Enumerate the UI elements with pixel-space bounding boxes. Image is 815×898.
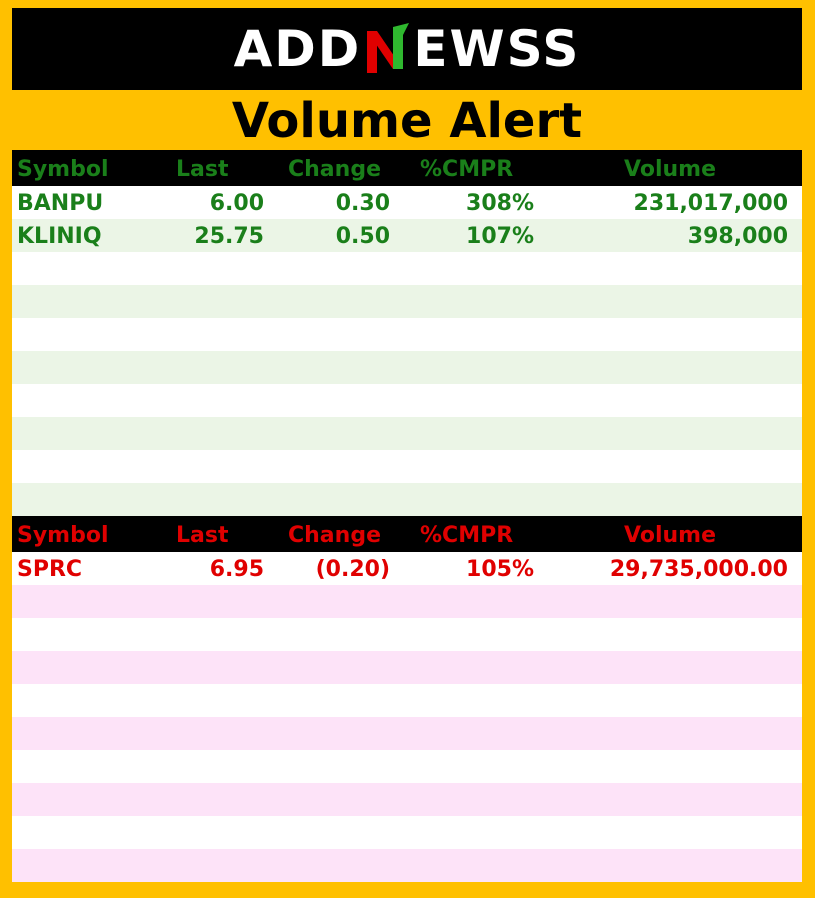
table-row bbox=[12, 483, 802, 516]
losers-header-row bbox=[12, 516, 802, 552]
table-row bbox=[12, 585, 802, 618]
losers-table bbox=[12, 516, 802, 882]
header-volume: Volume bbox=[624, 523, 716, 548]
page-title: Volume Alert bbox=[231, 93, 583, 149]
header-symbol: Symbol bbox=[17, 157, 109, 182]
table-row bbox=[12, 651, 802, 684]
table-row bbox=[12, 684, 802, 717]
cell-volume: 29,735,000.00 bbox=[609, 557, 788, 582]
header-last: Last bbox=[176, 523, 229, 548]
table-row bbox=[12, 618, 802, 651]
table-row bbox=[12, 219, 802, 252]
logo-text-left: ADD bbox=[233, 20, 362, 78]
cell-cmpr: 105% bbox=[466, 557, 534, 582]
cell-last: 25.75 bbox=[194, 224, 264, 249]
logo-n-mark-icon bbox=[363, 23, 411, 75]
table-row bbox=[12, 450, 802, 483]
header-symbol: Symbol bbox=[17, 523, 109, 548]
cell-change: 0.50 bbox=[335, 224, 390, 249]
table-row bbox=[12, 186, 802, 219]
table-row bbox=[12, 750, 802, 783]
table-row bbox=[12, 351, 802, 384]
cell-cmpr: 107% bbox=[466, 224, 534, 249]
cell-symbol: BANPU bbox=[17, 191, 104, 216]
header-last: Last bbox=[176, 157, 229, 182]
table-row bbox=[12, 816, 802, 849]
gainers-header-row bbox=[12, 150, 802, 186]
cell-symbol: SPRC bbox=[17, 557, 83, 582]
table-row bbox=[12, 717, 802, 750]
cell-change: 0.30 bbox=[335, 191, 390, 216]
volume-alert-card bbox=[12, 8, 802, 884]
addnewss-logo bbox=[234, 20, 581, 78]
cell-volume: 231,017,000 bbox=[633, 191, 788, 216]
table-row bbox=[12, 417, 802, 450]
table-row bbox=[12, 318, 802, 351]
table-row bbox=[12, 552, 802, 585]
cell-change: (0.20) bbox=[315, 557, 390, 582]
header-cmpr: %CMPR bbox=[420, 157, 514, 182]
header-change: Change bbox=[288, 523, 381, 548]
cell-volume: 398,000 bbox=[687, 224, 788, 249]
cell-last: 6.00 bbox=[209, 191, 264, 216]
table-row bbox=[12, 252, 802, 285]
cell-cmpr: 308% bbox=[466, 191, 534, 216]
logo-text-right: EWSS bbox=[413, 20, 581, 78]
table-row bbox=[12, 849, 802, 882]
header-change: Change bbox=[288, 157, 381, 182]
cell-symbol: KLINIQ bbox=[17, 224, 102, 249]
table-row bbox=[12, 783, 802, 816]
cell-last: 6.95 bbox=[209, 557, 264, 582]
table-row bbox=[12, 285, 802, 318]
gainers-table bbox=[12, 150, 802, 516]
header-cmpr: %CMPR bbox=[420, 523, 514, 548]
header-volume: Volume bbox=[624, 157, 716, 182]
logo-bar bbox=[12, 8, 802, 90]
table-row bbox=[12, 384, 802, 417]
